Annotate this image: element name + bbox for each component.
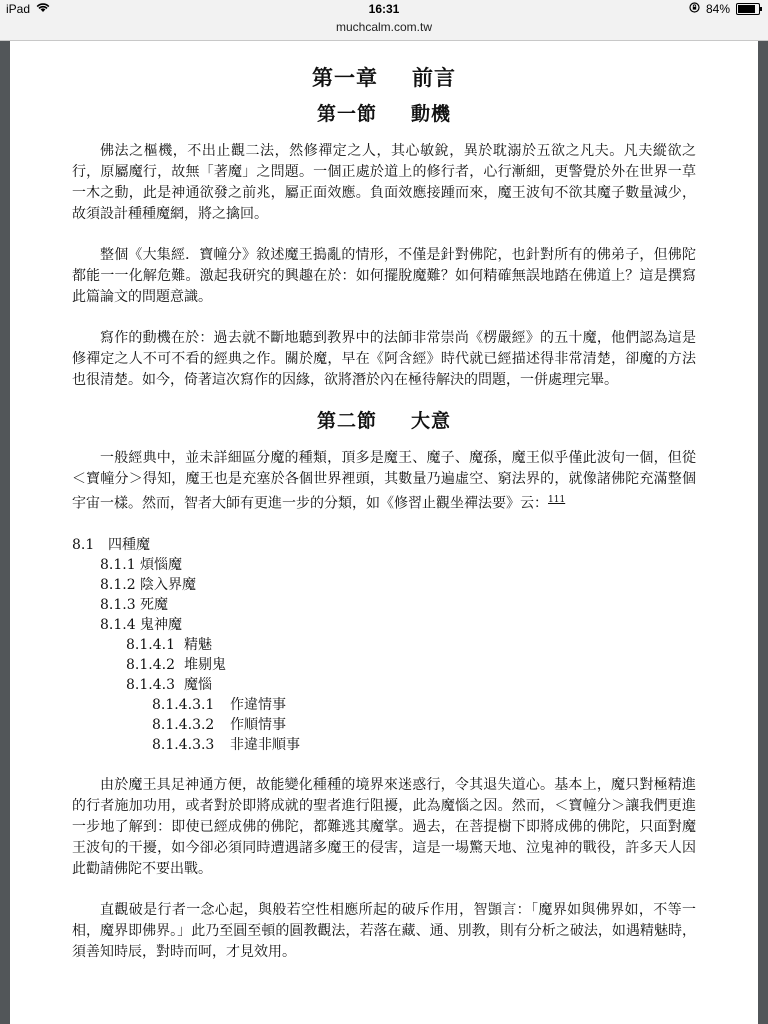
outline-label: 作順情事 <box>230 716 286 733</box>
outline-number: 8.1.4.2 <box>126 656 175 673</box>
paragraph: 整個《大集經．寶幢分》敘述魔王搗亂的情形，不僅是針對佛陀，也針對所有的佛弟子，但佛陀都能一一化解危難。激起我研究的興趣在於：如何擺脫魔難？如何精確無誤地踏在佛道上？這是撰寫此篇論文的問題意識。 <box>72 247 696 305</box>
outline-number: 8.1 <box>72 536 95 553</box>
outline-number: 8.1.3 <box>100 596 136 613</box>
outline-number: 8.1.4.3.1 <box>152 696 215 713</box>
outline-item <box>72 715 696 735</box>
outline-item <box>72 675 696 695</box>
outline-number: 8.1.1 <box>100 556 136 573</box>
outline-item <box>72 595 696 615</box>
section-heading <box>72 104 696 125</box>
outline-label: 作違情事 <box>230 696 286 713</box>
section-number: 第二節 <box>316 410 377 432</box>
outline-label: 死魔 <box>140 596 168 613</box>
battery-icon <box>736 3 760 15</box>
outline-item <box>72 655 696 675</box>
outline-item <box>72 575 696 595</box>
outline-item <box>72 635 696 655</box>
outline-number: 8.1.4 <box>100 616 136 633</box>
outline-number: 8.1.2 <box>100 576 136 593</box>
outline-label: 鬼神魔 <box>140 616 182 633</box>
outline-label: 精魅 <box>184 636 212 653</box>
outline-list <box>72 535 696 755</box>
section-name: 動機 <box>411 103 452 125</box>
paragraph <box>72 448 696 515</box>
battery-percent: 84% <box>705 2 730 16</box>
outline-label: 魔惱 <box>184 676 212 693</box>
outline-number: 8.1.4.1 <box>126 636 175 653</box>
document-page <box>10 41 758 1024</box>
outline-number: 8.1.4.3.3 <box>152 736 215 753</box>
orientation-lock-icon <box>689 2 700 16</box>
section-name: 大意 <box>411 410 452 432</box>
paragraph: 由於魔王具足神通方便，故能變化種種的境界來迷惑行，令其退失道心。基本上，魔只對極精進的行者施加功用，或者對於即將成就的聖者進行阻擾，此為魔惱之因。然而，＜寶幢分＞讓我們更進一步地了解到：即使已經成佛的佛陀，都難逃其魔掌。過去，在菩提樹下即將成佛的佛陀，只面對魔王波旬的干擾，如今卻必須同時遭遇諸多魔王的侵害，這是一場驚天地、泣鬼神的戰役，許多天人因此勸請佛陀不要出戰。 <box>72 776 696 877</box>
chapter-title <box>72 67 696 88</box>
device-label: iPad <box>6 2 31 16</box>
section-heading <box>72 411 696 432</box>
section-number: 第一節 <box>316 103 377 125</box>
outline-number: 8.1.4.3 <box>126 676 175 693</box>
outline-label: 四種魔 <box>108 536 150 553</box>
paragraph: 寫作的動機在於：過去就不斷地聽到教界中的法師非常崇尚《楞嚴經》的五十魔，他們認為這是修禪定之人不可不看的經典之作。關於魔，早在《阿含經》時代就已經描述得非常清楚，卻魔的方法也很清楚。如今，倚著這次寫作的因緣，欲將潛於內在極待解決的問題，一併處理完畢。 <box>72 330 696 388</box>
paragraph-text: 一般經典中，並未詳細區分魔的種類，頂多是魔王、魔子、魔孫，魔王似乎僅此波旬一個，但從＜寶幢分＞得知，魔王也是充塞於各個世界裡頭，其數量乃遍虛空、窮法界的，就像諸佛陀充滿整個宇宙一樣。然而，智者大師有更進一步的分類，如《修習止觀坐禪法要》云： <box>72 450 696 512</box>
address-bar[interactable]: muchcalm.com.tw <box>335 20 433 34</box>
outline-item <box>72 735 696 755</box>
outline-item <box>72 615 696 635</box>
chapter-name: 前言 <box>412 65 456 90</box>
status-bar <box>0 2 768 18</box>
outline-item <box>72 535 696 555</box>
outline-label: 煩惱魔 <box>140 556 182 573</box>
clock: 16:31 <box>368 2 400 16</box>
top-bar <box>0 0 768 41</box>
outline-item <box>72 555 696 575</box>
paragraph: 佛法之樞機，不出止觀二法，然修禪定之人，其心敏銳，異於耽溺於五欲之凡夫。凡夫縱欲之行，原屬魔行，故無「著魔」之問題。一個正處於道上的修行者，心行漸細，更警覺於外在世界一草一木之動，此是神通欲發之前兆，屬正面效應。負面效應接踵而來，魔王波旬不欲其魔子數量減少，故須設計種種魔網，將之擒回。 <box>72 143 696 222</box>
outline-label: 非違非順事 <box>230 736 300 753</box>
paragraph: 直觀破是行者一念心起，與般若空性相應所起的破斥作用，智顗言：「魔界如與佛界如，不等一相，魔界即佛界。」此乃至圓至頓的圓教觀法，若落在藏、通、別教，則有分析之破法，如遇精魅時，須善知時辰，對時而呵，才見效用。 <box>72 901 696 960</box>
outline-item <box>72 695 696 715</box>
outline-label: 陰入界魔 <box>140 576 196 593</box>
footnote-link[interactable]: 111 <box>548 495 566 505</box>
chapter-number: 第一章 <box>312 65 378 90</box>
outline-number: 8.1.4.3.2 <box>152 716 215 733</box>
outline-label: 堆剔鬼 <box>184 656 226 673</box>
